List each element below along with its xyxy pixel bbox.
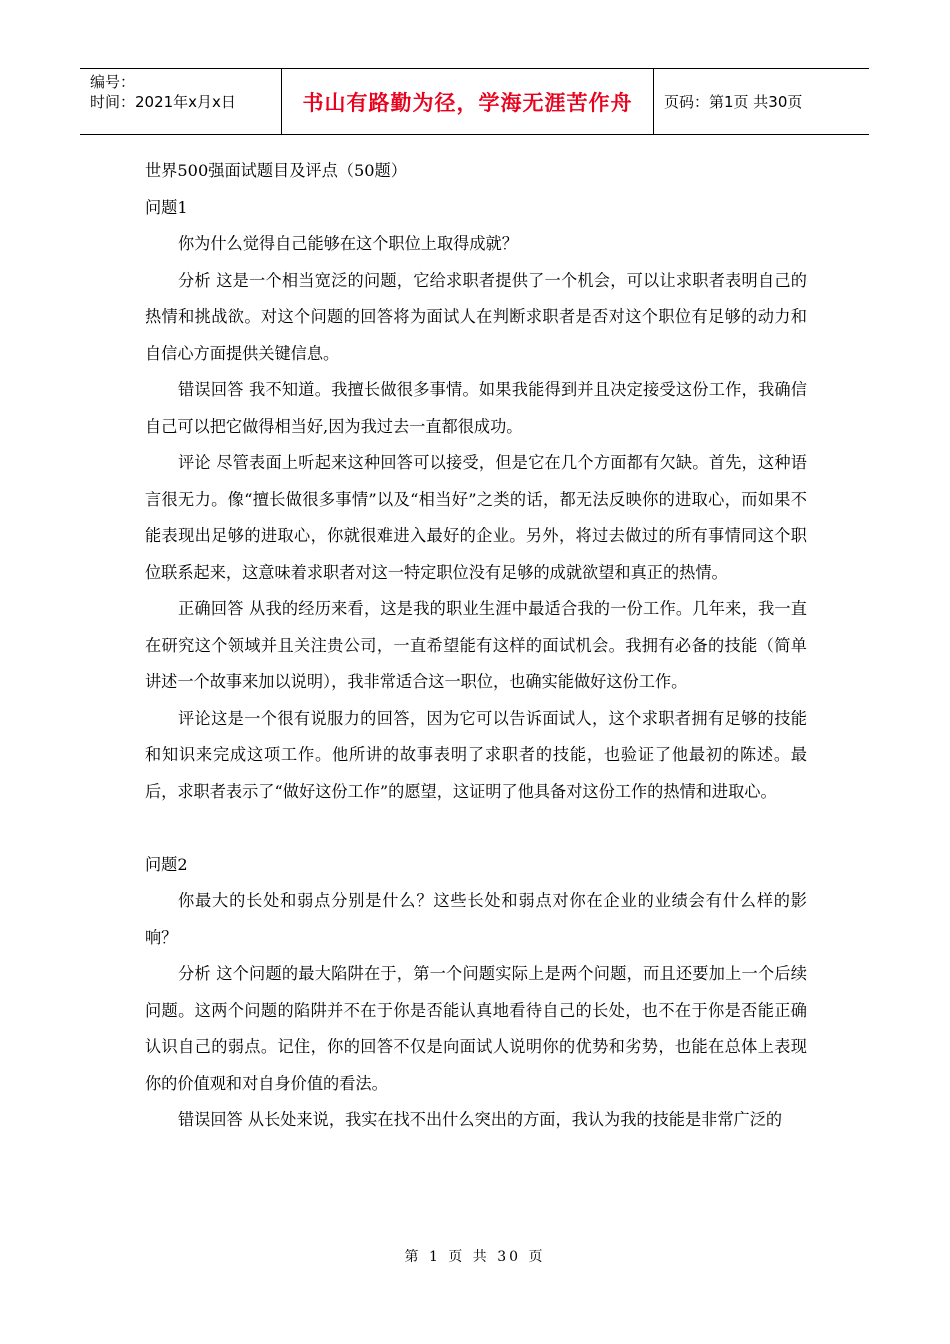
question-1-text: 你为什么觉得自己能够在这个职位上取得成就？ — [178, 234, 518, 253]
question-2-analysis: 分析 这个问题的最大陷阱在于，第一个问题实际上是两个问题，而且还要加上一个后续问题。这两个问题的陷阱并不在于你是否能认真地看待自己的长处，也不在于你是否能正确认识自己的弱点。记住，你的回答不仅是向面试人说明你的优势和劣势，也能在总体上表现你的价值观和对自身价值的看法。 — [145, 964, 807, 1093]
header-motto: 书山有路勤为径，学海无涯苦作舟 — [282, 69, 654, 134]
header-page-info: 页码：第1页 共30页 — [664, 93, 803, 111]
header-table — [80, 68, 869, 135]
question-1-heading: 问题1 — [145, 197, 188, 217]
question-1-analysis: 分析 这是一个相当宽泛的问题，它给求职者提供了一个机会，可以让求职者表明自己的热情和挑战欲。对这个问题的回答将为面试人在判断求职者是否对这个职位有足够的动力和自信心方面提供关键信息。 — [145, 270, 807, 363]
question-1-wrong-comment: 评论 尽管表面上听起来这种回答可以接受，但是它在几个方面都有欠缺。首先，这种语言很无力。像“擅长做很多事情”以及“相当好”之类的话，都无法反映你的进取心，而如果不能表现出足够的进取心，你就很难进入最好的企业。另外，将过去做过的所有事情同这个职位联系起来，这意味着求职者对这一特定职位没有足够的成就欲望和真正的热情。 — [145, 453, 807, 582]
question-1-right-answer: 正确回答 从我的经历来看，这是我的职业生涯中最适合我的一份工作。几年来，我一直在研究这个领域并且关注贵公司，一直希望能有这样的面试机会。我拥有必备的技能（简单讲述一个故事来加以说明），我非常适合这一职位，也确实能做好这份工作。 — [145, 599, 807, 691]
question-2-text: 你最大的长处和弱点分别是什么？这些长处和弱点对你在企业的业绩会有什么样的影响？ — [145, 891, 807, 947]
question-1-right-comment: 评论这是一个很有说服力的回答，因为它可以告诉面试人，这个求职者拥有足够的技能和知识来完成这项工作。他所讲的故事表明了求职者的技能，也验证了他最初的陈述。最后，求职者表示了“做好这份工作”的愿望，这证明了他具备对这份工作的热情和进取心。 — [145, 708, 807, 801]
document-date-label: 时间：2021年x月x日 — [90, 93, 236, 111]
question-2-heading: 问题2 — [145, 854, 188, 874]
paragraph-gap — [145, 810, 807, 847]
header-meta-cell — [80, 69, 282, 134]
document-number-label: 编号： — [90, 73, 136, 91]
question-1-wrong-answer: 错误回答 我不知道。我擅长做很多事情。如果我能得到并且决定接受这份工作，我确信自己可以把它做得相当好,因为我过去一直都很成功。 — [145, 380, 807, 436]
page-footer: 第 1 页 共 30 页 — [404, 1249, 546, 1265]
question-2-wrong-answer: 错误回答 从长处来说，我实在找不出什么突出的方面，我认为我的技能是非常广泛的 — [178, 1110, 783, 1129]
document-body — [145, 153, 807, 1139]
document-title: 世界500强面试题目及评点（50题） — [145, 161, 407, 180]
